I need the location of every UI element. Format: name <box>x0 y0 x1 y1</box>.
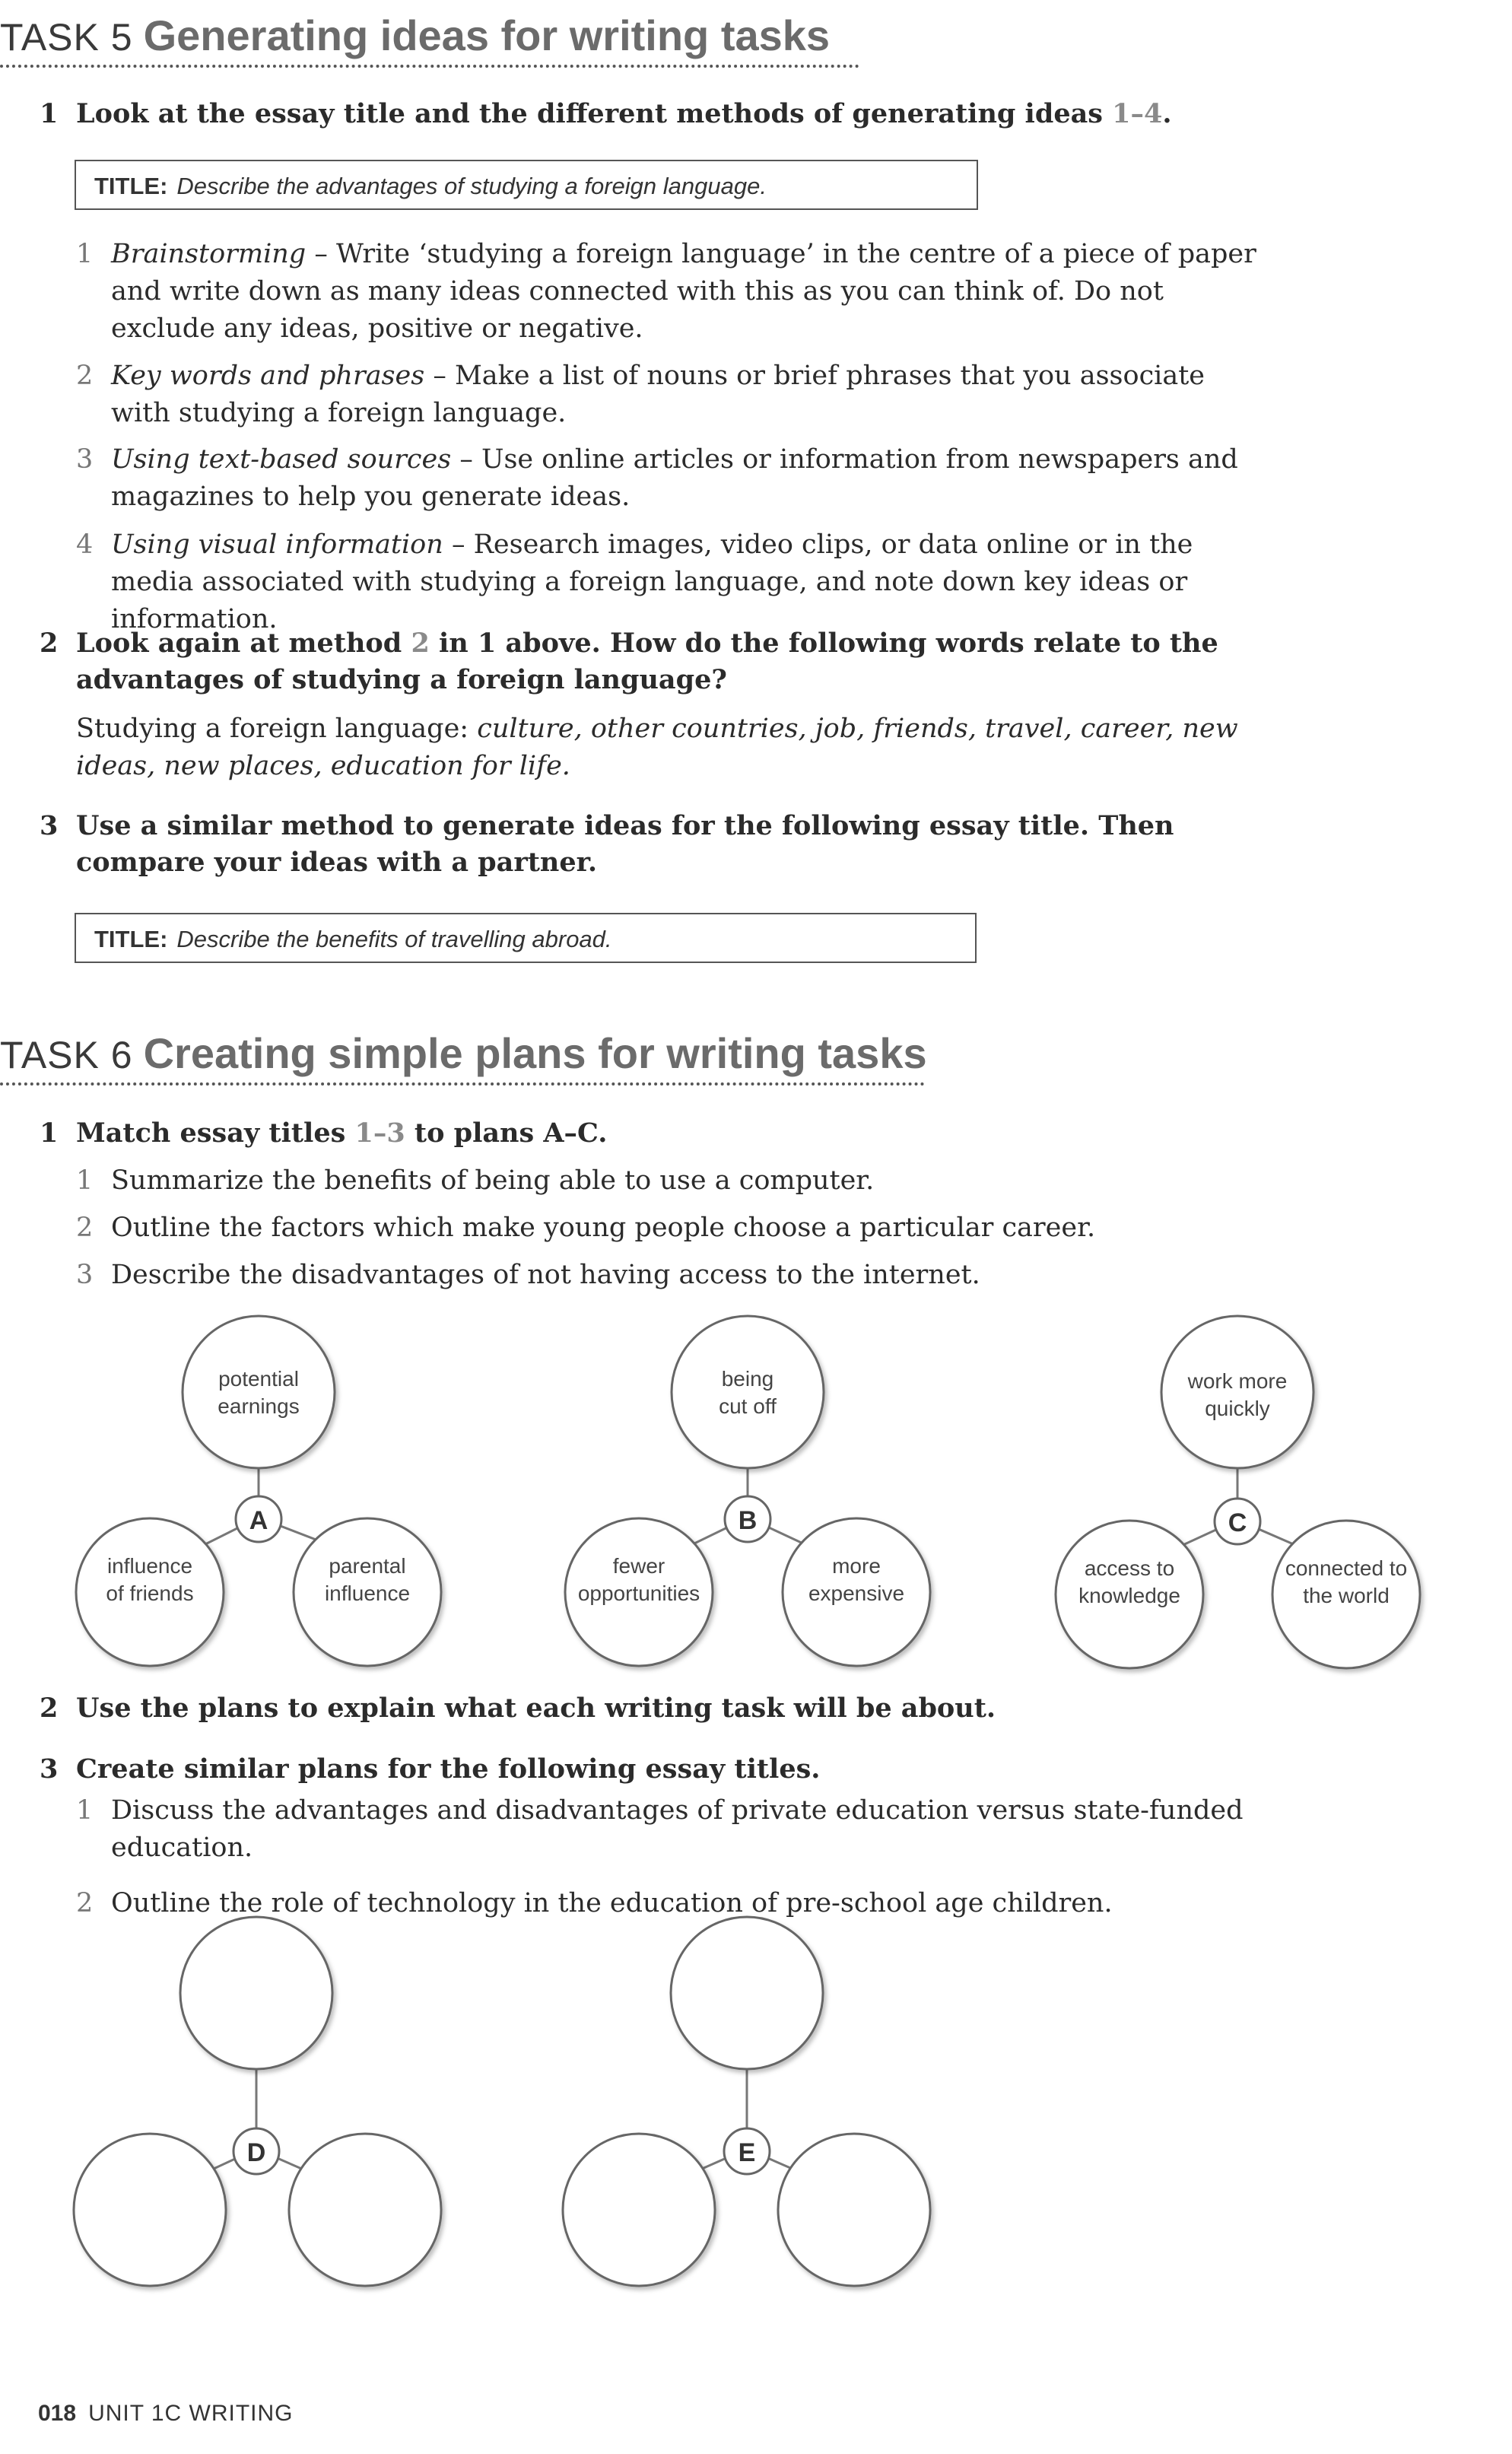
method-4: 4 Using visual information – Research images, video clips, or data online or in the media associated with studying a foreign language, and note down key ideas or information. <box>76 529 1193 634</box>
plan-b <box>565 1316 930 1666</box>
task6-question-1: 1 Match essay titles 1–3 to plans A–C. <box>40 1117 608 1149</box>
task5-word-list: Studying a foreign language: culture, other countries, job, friends, travel, career, new ideas, new places, education for life. <box>76 714 1238 781</box>
task5-question-2: 2 Look again at method 2 in 1 above. How do the following words relate to the advantages of studying a foreign language? <box>40 628 1218 695</box>
plan-b-right-line1: more <box>832 1554 881 1578</box>
method-2: 2 Key words and phrases – Make a list of nouns or brief phrases that you associate with studying a foreign language. <box>76 361 1205 428</box>
question-text: Look at the essay title and the different methods of generating ideas 1–4. <box>76 98 1172 129</box>
plan-d-top-circle <box>180 1917 332 2069</box>
plan-a-top-line1: potential <box>218 1367 299 1391</box>
plan-c <box>1056 1316 1420 1668</box>
method-3: 3 Using text-based sources – Use online articles or information from newspapers and magazines to help you generate ideas. <box>76 444 1238 512</box>
title-label: TITLE: <box>94 926 168 952</box>
plan-b-left-line1: fewer <box>612 1554 665 1578</box>
title-text: Describe the benefits of travelling abroad. <box>176 926 612 952</box>
plan-e-letter: E <box>738 2138 756 2167</box>
task6-number: TASK 6 <box>0 1034 133 1076</box>
essay-title-4: 1 Discuss the advantages and disadvantages of private education versus state-funded education. <box>76 1795 1244 1863</box>
plan-e-top-circle <box>671 1917 823 2069</box>
plan-a-right-line1: parental <box>329 1554 406 1578</box>
plan-a-letter: A <box>249 1506 268 1535</box>
plan-d-right-circle <box>289 2134 441 2286</box>
plan-a-right-line2: influence <box>324 1581 411 1605</box>
plan-d-letter: D <box>246 2138 266 2167</box>
plan-c-top-line2: quickly <box>1205 1397 1270 1420</box>
plan-b-letter: B <box>738 1506 758 1535</box>
method-1: 1 Brainstorming – Write ‘studying a foreign language’ in the centre of a piece of paper and write down as many ideas connected with this as you can think of. Do not exclude any ideas, positive or negative. <box>76 239 1256 344</box>
plan-a-left-line1: influence <box>106 1554 193 1578</box>
essay-title-1: 1 Summarize the benefits of being able to use a computer. <box>76 1165 875 1196</box>
page-footer <box>38 2401 294 2427</box>
plan-c-left-line1: access to <box>1084 1556 1175 1580</box>
title-text: Describe the advantages of studying a foreign language. <box>176 173 767 199</box>
task5-number: TASK 5 <box>0 16 133 59</box>
plan-e <box>563 1917 930 2286</box>
plan-b-top-line1: being <box>721 1367 774 1391</box>
task6-question-2: 2 Use the plans to explain what each writing task will be about. <box>40 1693 996 1724</box>
task6-question-3: 3 Create similar plans for the following essay titles. <box>40 1753 821 1785</box>
plan-d <box>74 1917 441 2286</box>
essay-title-5: 2 Outline the role of technology in the education of pre-school age children. <box>76 1888 1113 1918</box>
plan-c-top-line1: work more <box>1187 1369 1288 1393</box>
plan-b-top-circle <box>672 1316 824 1468</box>
question-number: 1 <box>40 98 59 129</box>
page-number: 018 <box>38 2401 77 2426</box>
plan-a <box>76 1316 441 1666</box>
task5-question-3: 3 Use a similar method to generate ideas for the following essay title. Then compare your ideas with a partner. <box>40 810 1174 878</box>
task5-title: Generating ideas for writing tasks <box>143 11 831 59</box>
plan-a-left-line2: of friends <box>106 1581 194 1605</box>
plan-c-right-line2: the world <box>1303 1584 1390 1607</box>
plan-b-top-line2: cut off <box>719 1394 777 1418</box>
plan-c-right-line1: connected to <box>1285 1556 1408 1580</box>
plan-e-right-circle <box>778 2134 930 2286</box>
plan-e-left-circle <box>563 2134 715 2286</box>
plan-a-top-circle <box>183 1316 335 1468</box>
title-label: TITLE: <box>94 173 168 199</box>
plan-c-left-line2: knowledge <box>1078 1584 1180 1607</box>
unit-label: UNIT 1C WRITING <box>88 2401 294 2426</box>
plan-a-top-line2: earnings <box>218 1394 300 1418</box>
plan-d-left-circle <box>74 2134 226 2286</box>
plan-c-letter: C <box>1228 1508 1247 1537</box>
essay-title-2: 2 Outline the factors which make young people choose a particular career. <box>76 1213 1096 1243</box>
plan-b-right-line2: expensive <box>808 1581 905 1605</box>
task6-title: Creating simple plans for writing tasks <box>143 1029 927 1077</box>
plan-b-left-line2: opportunities <box>577 1581 700 1605</box>
essay-title-3: 3 Describe the disadvantages of not having access to the internet. <box>76 1260 980 1290</box>
